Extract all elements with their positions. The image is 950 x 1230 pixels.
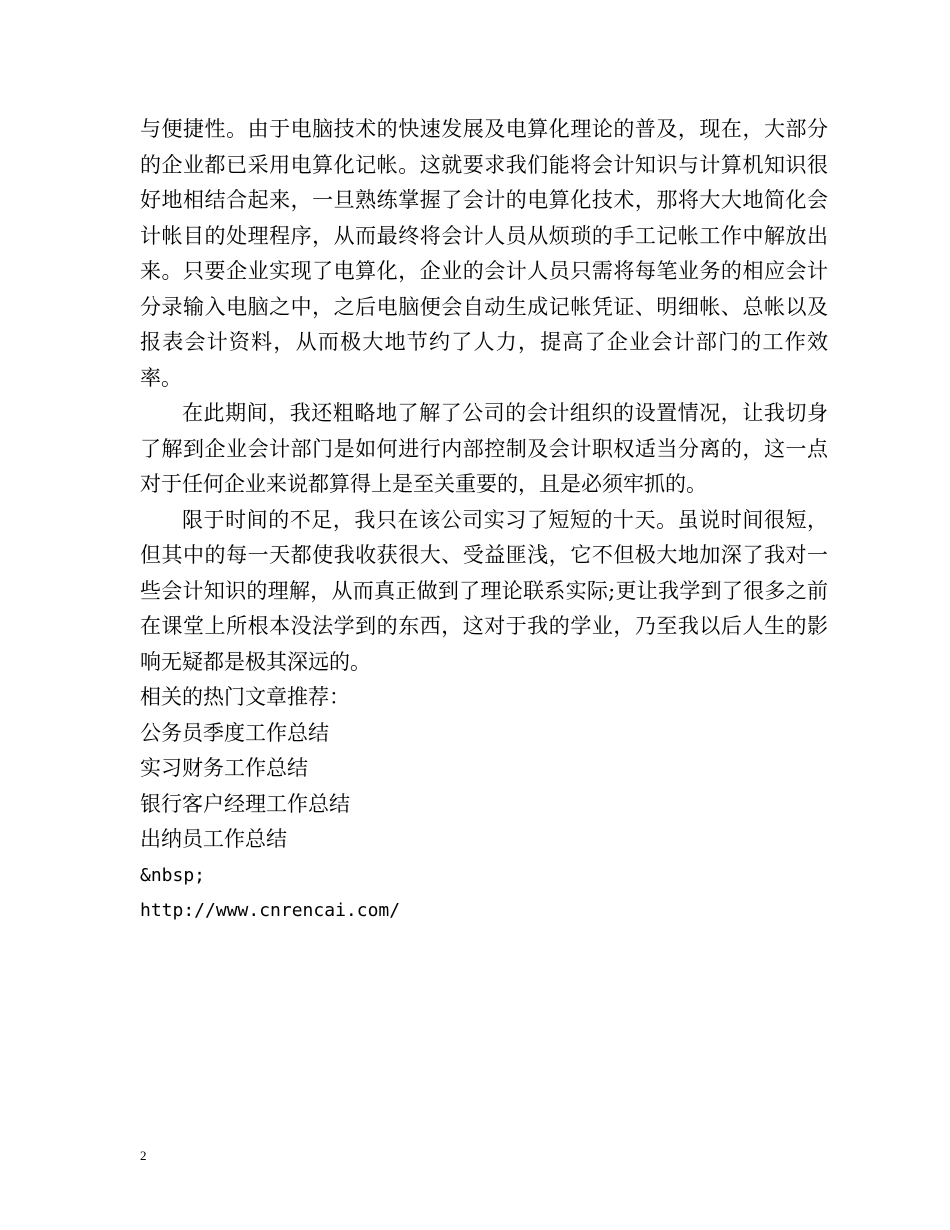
related-article-link[interactable]: 银行客户经理工作总结 xyxy=(140,791,350,816)
document-body xyxy=(140,112,828,929)
related-article-link[interactable]: 出纳员工作总结 xyxy=(140,827,287,851)
paragraph-accounting-organization: 在此期间，我还粗略地了解了公司的会计组织的设置情况，让我切身了解到企业会计部门是如何进行内部控制及会计职权适当分离的，这一点对于任何企业来说都算得上是至关重要的，且是必须牢抓的。 xyxy=(140,401,828,496)
paragraph-internship-summary: 限于时间的不足，我只在该公司实习了短短的十天。虽说时间很短，但其中的每一天都使我收获很大、受益匪浅，它不但极大地加深了我对一些会计知识的理解，从而真正做到了理论联系实际;更让我学到了很多之前在课堂上所根本没法学到的东西，这对于我的学业，乃至我以后人生的影响无疑都是极其深远的。 xyxy=(140,507,828,674)
paragraph-electronic-accounting: 与便捷性。由于电脑技术的快速发展及电算化理论的普及，现在，大部分的企业都已采用电算化记帐。这就要求我们能将会计知识与计算机知识很好地相结合起来，一旦熟练掌握了会计的电算化技术，那将大大地简化会计帐目的处理程序，从而最终将会计人员从烦琐的手工记帐工作中解放出来。只要企业实现了电算化，企业的会计人员只需将每笔业务的相应会计分录输入电脑之中，之后电脑便会自动生成记帐凭证、明细帐、总帐以及报表会计资料，从而极大地节约了人力，提高了企业会计部门的工作效率。 xyxy=(140,117,828,390)
page-number: 2 xyxy=(140,1148,147,1163)
related-article-link[interactable]: 实习财务工作总结 xyxy=(140,756,308,780)
related-article-link[interactable]: 公务员季度工作总结 xyxy=(140,720,329,745)
nbsp-text: &nbsp; xyxy=(140,864,206,886)
related-articles-heading: 相关的热门文章推荐： xyxy=(140,685,350,709)
source-url[interactable]: http://www.cnrencai.com/ xyxy=(140,900,401,921)
